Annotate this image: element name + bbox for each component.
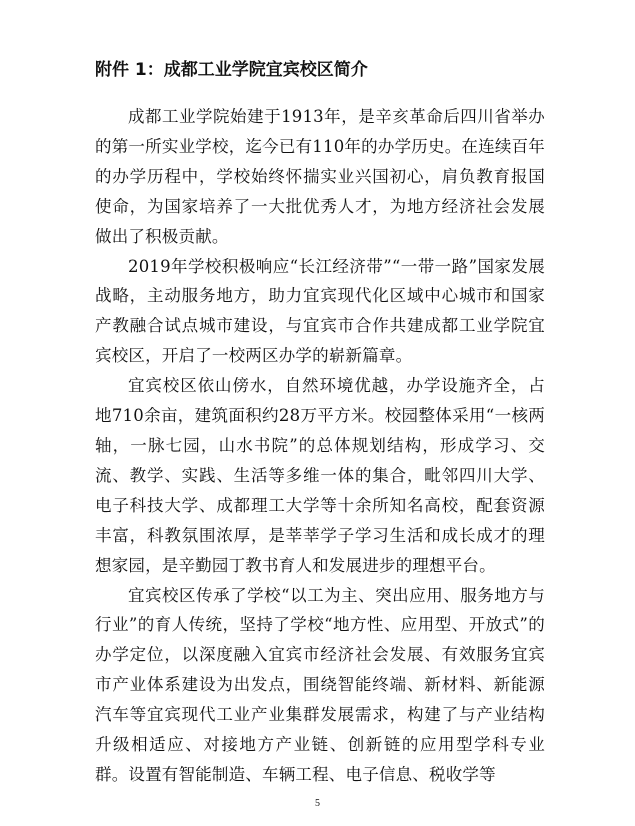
paragraph-tradition: 宜宾校区传承了学校“以工为主、突出应用、服务地方与行业”的育人传统，坚持了学校“地方性、应用型、开放式”的办学定位，以深度融入宜宾市经济社会发展、有效服务宜宾市产业体系建设为出发点，围绕智能终端、新材料、新能源汽车等宜宾现代工业产业集群发展需求，构建了与产业结构升级相适应、对接地方产业链、创新链的应用型学科专业群。设置有智能制造、车辆工程、电子信息、税收学等 bbox=[95, 585, 545, 784]
paragraph-strategy: 2019年学校积极响应“长江经济带”“一带一路”国家发展战略，主动服务地方，助力宜宾现代化区域中心城市和国家产教融合试点城市建设，与宜宾市合作共建成都工业学院宜宾校区，开启了一校两区办学的崭新篇章。 bbox=[95, 256, 545, 366]
page-number: 5 bbox=[315, 798, 320, 809]
document-title: 附件 1：成都工业学院宜宾校区简介 bbox=[95, 60, 368, 80]
document-body bbox=[95, 102, 545, 790]
paragraph-campus: 宜宾校区依山傍水，自然环境优越，办学设施齐全，占地710余亩，建筑面积约28万平方米。校园整体采用“一核两轴，一脉七园，山水书院”的总体规划结构，形成学习、交流、教学、实践、生活等多维一体的集合，毗邻四川大学、电子科技大学、成都理工大学等十余所知名高校，配套资源丰富，科教氛围浓厚，是莘莘学子学习生活和成长成才的理想家园，是辛勤园丁教书育人和发展进步的理想平台。 bbox=[95, 376, 545, 575]
paragraph-history: 成都工业学院始建于1913年，是辛亥革命后四川省举办的第一所实业学校，迄今已有110年的办学历史。在连续百年的办学历程中，学校始终怀揣实业兴国初心，肩负教育报国使命，为国家培养了一大批优秀人才，为地方经济社会发展做出了积极贡献。 bbox=[95, 107, 545, 246]
